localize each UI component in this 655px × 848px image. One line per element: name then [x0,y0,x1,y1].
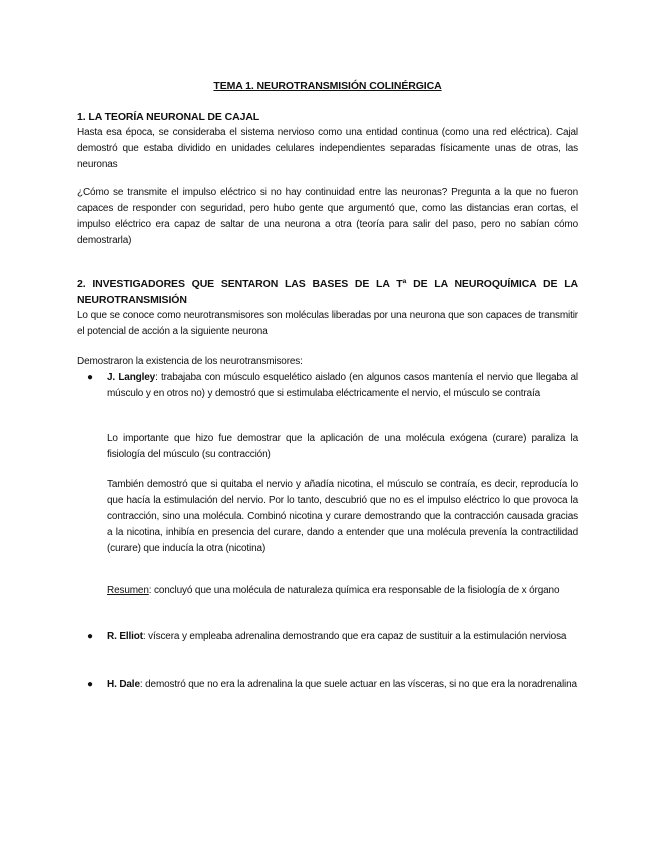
section-2-paragraph-1: Lo que se conoce como neurotransmisores son moléculas liberadas por una neurona que son capaces de transmitir el potencial de acción a la siguiente neurona [77,310,578,337]
bullet-icon: ● [87,631,94,642]
summary-text: : concluyó que una molécula de naturaleza química era responsable de la fisiología de x órgano [148,585,560,596]
langley-name: J. Langley [107,372,156,383]
section-2 [77,276,578,340]
section-1 [77,109,578,173]
bullet-icon: ● [87,679,94,690]
section-2-heading: 2. INVESTIGADORES QUE SENTARON LAS BASES DE LA Tª DE LA NEUROQUÍMICA DE LA NEUROTRANSMISIÓN [77,278,578,306]
bullet-icon: ● [87,372,94,383]
elliot-name: R. Elliot [107,631,143,642]
dale-name: H. Dale [107,679,140,690]
section-1-paragraph-2: ¿Cómo se transmite el impulso eléctrico si no hay continuidad entre las neuronas? Pregunta a la que no fueron capaces de responder con seguridad, pero hubo gente que argumentó que, como las distancias eran cortas, el impulso eléctrico era capaz de saltar de una neurona a otra (teoría para salir del paso, pero no sabían cómo demostrarla) [77,187,578,246]
section-1-question [77,185,578,249]
section-2-intro [77,354,578,370]
langley-summary-paragraph [107,583,578,599]
elliot-text: : víscera y empleaba adrenalina demostrando que era capaz de sustituir a la estimulación nerviosa [142,631,567,642]
langley-text-1: : trabajaba con músculo esquelético aislado (en algunos casos mantenía el nervio que llegaba al músculo y en otros no) y demostró que si estimulaba eléctricamente el nervio, el músculo se contraía [107,372,578,399]
section-2-paragraph-2: Demostraron la existencia de los neurotransmisores: [77,356,303,367]
dale-paragraph [107,677,578,693]
page-title: TEMA 1. NEUROTRANSMISIÓN COLINÉRGICA [213,80,442,92]
summary-label: Resumen [107,585,149,596]
langley-paragraph-2: Lo importante que hizo fue demostrar que la aplicación de una molécula exógena (curare) paraliza la fisiología del músculo (su contracción) [107,433,578,460]
elliot-paragraph [107,629,578,645]
section-1-paragraph-1: Hasta esa época, se consideraba el sistema nervioso como una entidad continua (como una red eléctrica). Cajal demostró que estaba dividido en unidades celulares independientes separadas físicamente unas de otras, las neuronas [77,127,578,170]
langley-paragraph-3: También demostró que si quitaba el nervio y añadía nicotina, el músculo se contraía, es decir, reproducía lo que hacía la estimulación del nervio. Por lo tanto, descubrió que no es el impulso eléctrico lo que provoca la contracción, sino una molécula. Combinó nicotina y curare demostrando que la contracción causada gracias a la nicotina, inhibía en presencia del curare, dando a entender que una molécula prevenía la contractilidad (curare) que inducía la otra (nicotina) [107,479,578,554]
section-1-heading: 1. LA TEORÍA NEURONAL DE CAJAL [77,111,260,123]
langley-paragraph-1 [107,370,578,402]
dale-text: : demostró que no era la adrenalina la que suele actuar en las vísceras, si no que era la noradrenalina [139,679,577,690]
